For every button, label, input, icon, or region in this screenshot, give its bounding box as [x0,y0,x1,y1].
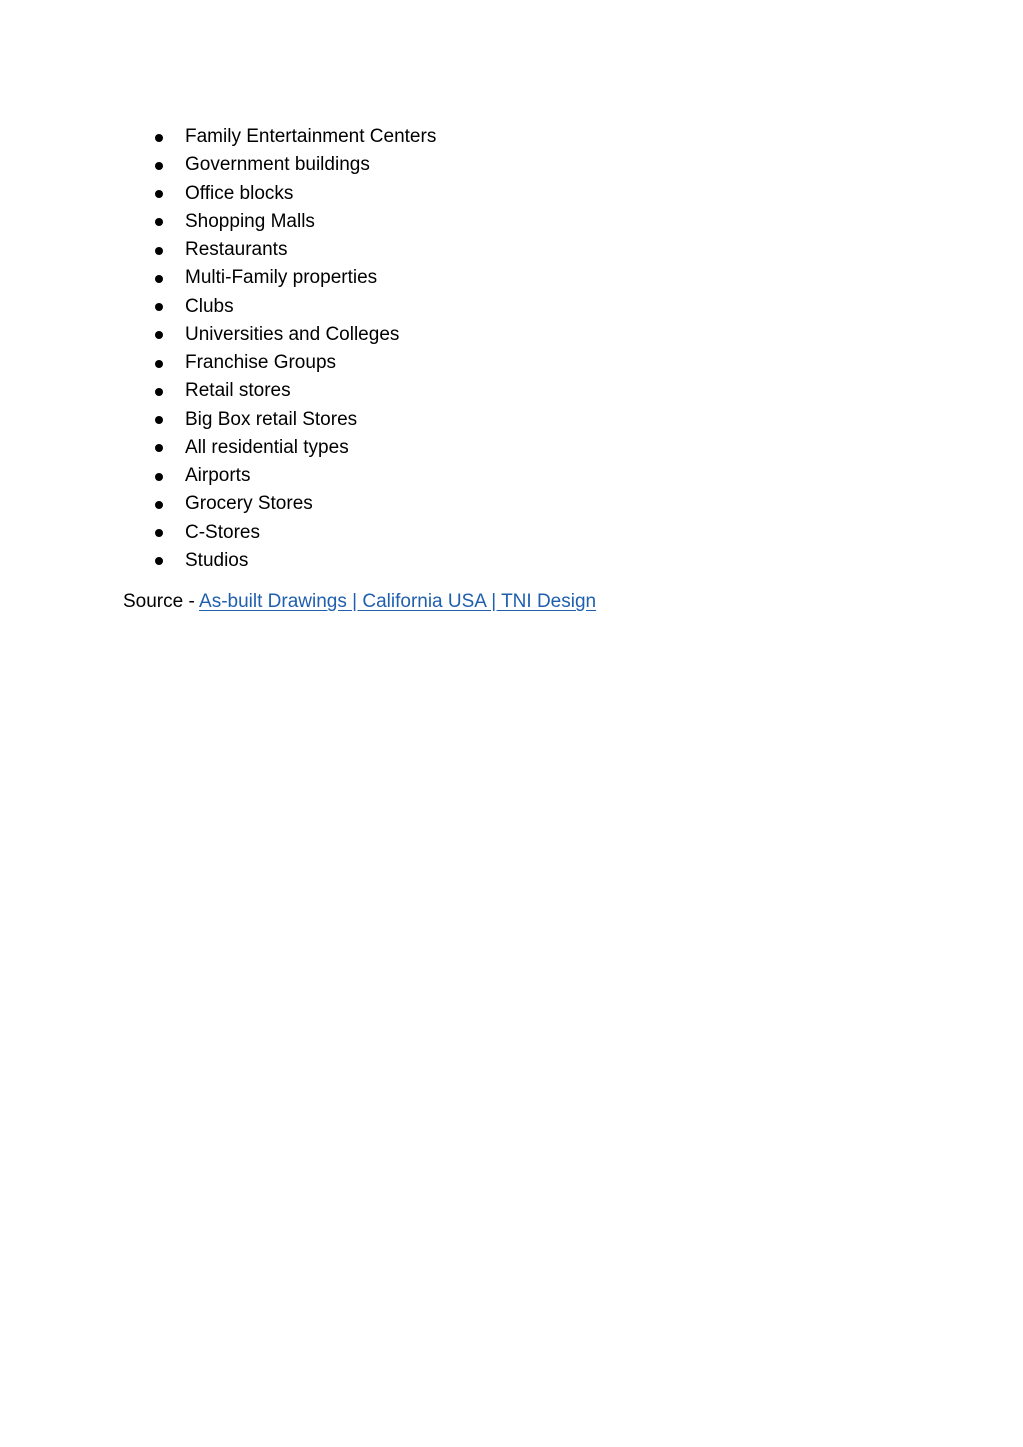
list-item-text: All residential types [185,436,349,458]
bullet-icon [155,388,163,396]
bullet-icon [155,501,163,509]
list-item-text: Big Box retail Stores [185,408,358,430]
bullet-icon [155,473,163,481]
list-item-text: Studios [185,549,249,571]
list-item-text: Restaurants [185,239,288,261]
list-item-text: C-Stores [185,521,260,543]
source-citation [123,588,596,616]
bullet-icon [155,416,163,424]
list-item-text: Franchise Groups [185,352,337,374]
bullet-icon [155,529,163,537]
bullet-icon [155,303,163,311]
list-item-text: Clubs [185,295,234,317]
bullet-icon [155,444,163,452]
bullet-icon [155,218,163,226]
bullet-icon [155,557,163,565]
list-item-text: Retail stores [185,380,291,402]
bullet-icon [155,247,163,255]
source-prefix: Source - [123,591,200,612]
source-link[interactable]: As-built Drawings | California USA | TNI Design [199,591,597,612]
list-item-text: Office blocks [185,182,294,204]
bullet-icon [155,275,163,283]
bullet-icon [155,190,163,198]
bullet-icon [155,331,163,339]
list-item-text: Government buildings [185,154,370,176]
list-item-text: Family Entertainment Centers [185,126,437,147]
list-item-text: Airports [185,465,251,487]
list-item-text: Grocery Stores [185,493,313,515]
bullet-icon [155,162,163,170]
bullet-icon [155,134,163,142]
bullet-icon [155,360,163,368]
list-item-text: Multi-Family properties [185,267,378,289]
list-item-text: Shopping Malls [185,210,315,232]
list-item-text: Universities and Colleges [185,323,400,345]
